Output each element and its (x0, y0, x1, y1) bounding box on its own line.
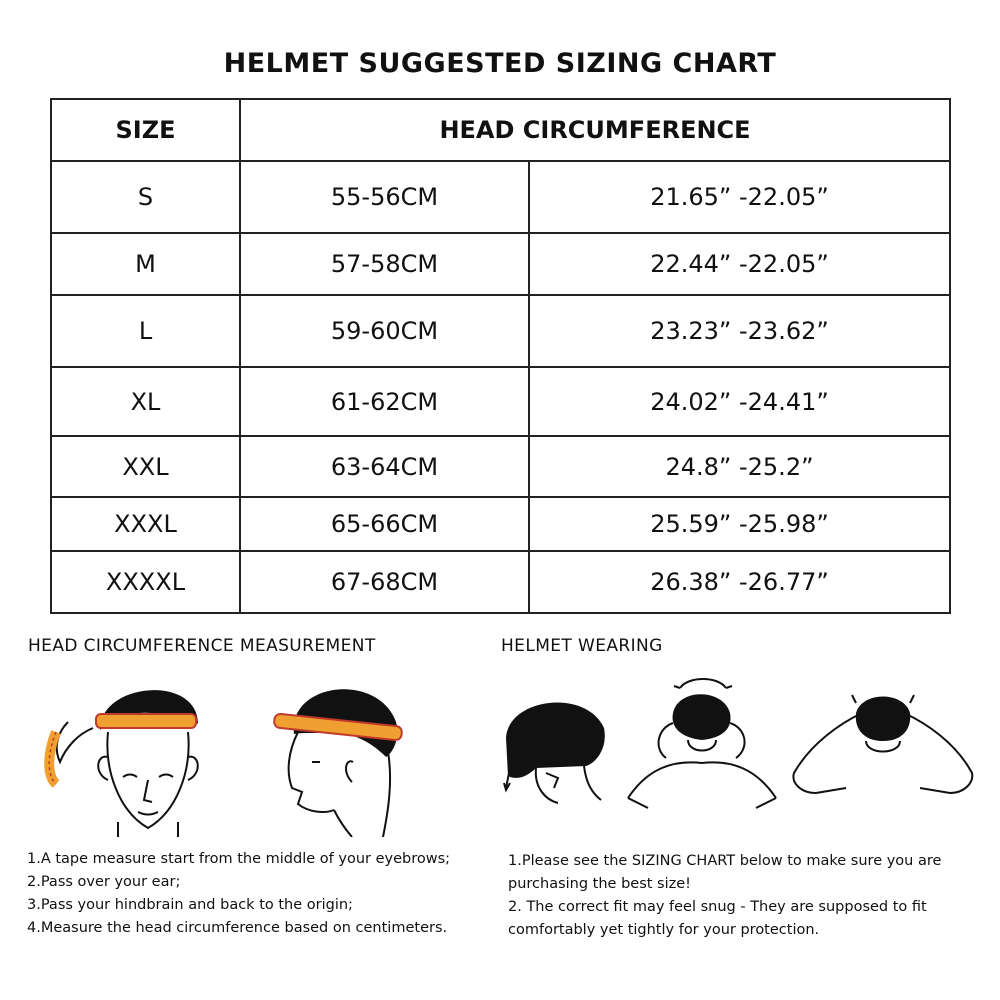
size-cell: L (51, 295, 240, 367)
inch-cell: 21.65” -22.05” (529, 161, 950, 233)
inch-cell: 24.8” -25.2” (529, 436, 950, 497)
table-row (51, 233, 950, 295)
table-header-row (51, 99, 950, 161)
measurement-step: 1.A tape measure start from the middle of your eyebrows; (27, 851, 451, 867)
inch-cell: 22.44” -22.05” (529, 233, 950, 295)
head-front-tape-illustration (38, 662, 238, 837)
adjusting-strap-illustration (786, 683, 976, 808)
cm-cell: 55-56CM (240, 161, 529, 233)
measurement-section-title: HEAD CIRCUMFERENCE MEASUREMENT (28, 636, 376, 656)
size-cell: XXXL (51, 497, 240, 551)
cm-cell: 57-58CM (240, 233, 529, 295)
cm-cell: 65-66CM (240, 497, 529, 551)
table-row (51, 295, 950, 367)
size-cell: XXL (51, 436, 240, 497)
size-cell: XL (51, 367, 240, 436)
wearing-note-line: comfortably yet tightly for your protection. (508, 922, 820, 938)
wearing-section-title: HELMET WEARING (501, 636, 663, 656)
wearing-note-line: 2. The correct fit may feel snug - They are supposed to fit (508, 899, 927, 915)
cm-cell: 59-60CM (240, 295, 529, 367)
chart-title: HELMET SUGGESTED SIZING CHART (223, 48, 777, 79)
measurement-step: 2.Pass over your ear; (27, 874, 181, 890)
inch-cell: 25.59” -25.98” (529, 497, 950, 551)
table-row (51, 161, 950, 233)
wearing-note-line: 1.Please see the SIZING CHART below to make sure you are (508, 853, 942, 869)
table-row (51, 367, 950, 436)
size-column-header: SIZE (51, 99, 240, 161)
putting-on-helmet-illustration (618, 668, 783, 813)
measurement-step: 3.Pass your hindbrain and back to the origin; (27, 897, 353, 913)
cm-cell: 61-62CM (240, 367, 529, 436)
measurement-step: 4.Measure the head circumference based on centimeters. (27, 920, 448, 936)
table-row (51, 497, 950, 551)
size-cell: M (51, 233, 240, 295)
inch-cell: 23.23” -23.62” (529, 295, 950, 367)
size-cell: XXXXL (51, 551, 240, 613)
cm-cell: 63-64CM (240, 436, 529, 497)
table-row (51, 551, 950, 613)
inch-cell: 24.02” -24.41” (529, 367, 950, 436)
wearing-notes (508, 850, 941, 942)
size-cell: S (51, 161, 240, 233)
measurement-steps (27, 848, 450, 940)
circumference-column-header: HEAD CIRCUMFERENCE (240, 99, 950, 161)
helmet-side-illustration (496, 688, 611, 808)
head-side-tape-illustration (268, 662, 418, 837)
table-row (51, 436, 950, 497)
inch-cell: 26.38” -26.77” (529, 551, 950, 613)
sizing-table (50, 98, 951, 614)
cm-cell: 67-68CM (240, 551, 529, 613)
wearing-note-line: purchasing the best size! (508, 876, 691, 892)
